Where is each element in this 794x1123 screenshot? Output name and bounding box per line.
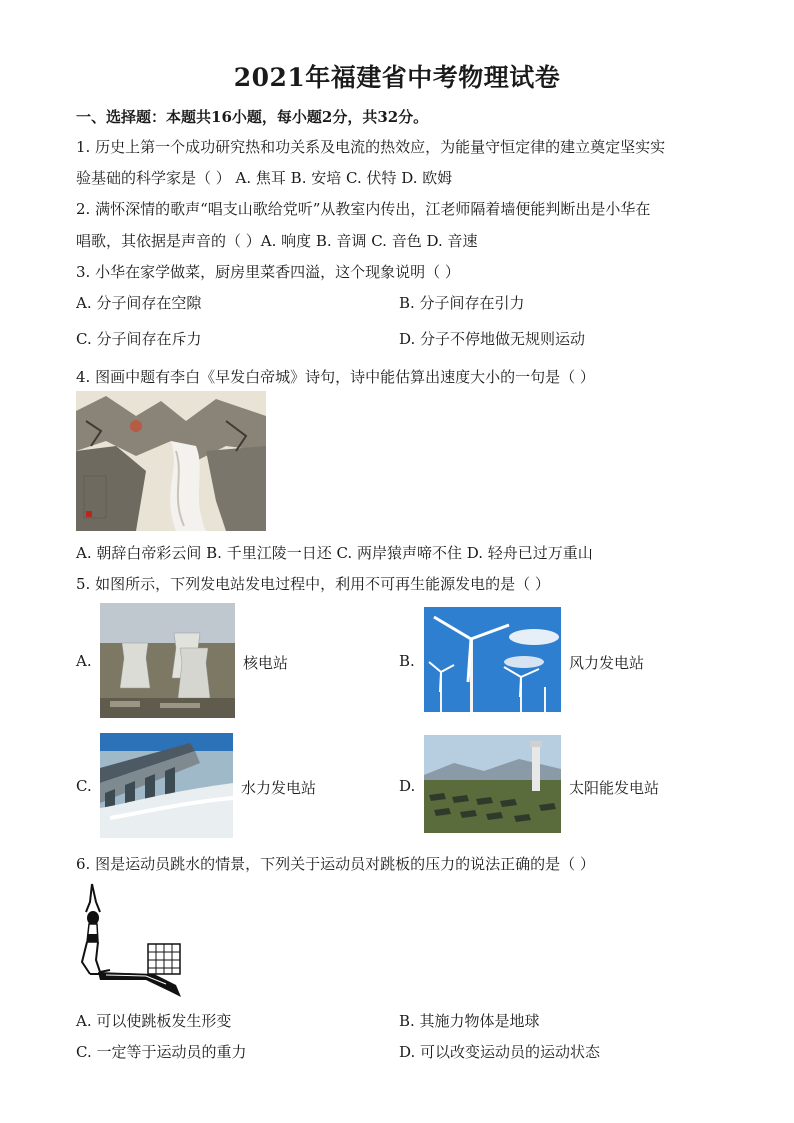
q6-option-d: D. 可以改变运动员的运动状态: [399, 1043, 601, 1061]
hydro-plant-image: [100, 733, 233, 838]
q5-stem: 5. 如图所示，下列发电站发电过程中，利用不可再生能源发电的是（ ）: [76, 575, 550, 593]
diving-illustration: [76, 882, 186, 1000]
q2-line2: 唱歌，其依据是声音的（ ）A. 响度 B. 音调 C. 音色 D. 音速: [76, 232, 478, 250]
q6-option-b: B. 其施力物体是地球: [399, 1012, 540, 1030]
page-title: 2021年福建省中考物理试卷: [233, 63, 561, 92]
q3-option-d: D. 分子不停地做无规则运动: [399, 330, 586, 348]
q5-option-b-letter: B.: [399, 652, 415, 670]
solar-plant-image: [424, 735, 561, 833]
q4-stem: 4. 图画中题有李白《早发白帝城》诗句，诗中能估算出速度大小的一句是（ ）: [76, 368, 595, 386]
landscape-painting-image: [76, 391, 266, 531]
q5-option-c-caption: 水力发电站: [241, 779, 317, 797]
q5-option-d-letter: D.: [399, 777, 416, 795]
q1-line1: 1. 历史上第一个成功研究热和功关系及电流的热效应，为能量守恒定律的建立奠定坚实实: [76, 138, 666, 156]
q6-option-a: A. 可以使跳板发生形变: [76, 1012, 232, 1030]
section-header: 一、选择题：本题共16小题，每小题2分，共32分。: [76, 108, 429, 126]
q3-option-c: C. 分子间存在斥力: [76, 330, 202, 348]
q3-stem: 3. 小华在家学做菜，厨房里菜香四溢，这个现象说明（ ）: [76, 263, 460, 281]
q6-stem: 6. 图是运动员跳水的情景，下列关于运动员对跳板的压力的说法正确的是（ ）: [76, 855, 595, 873]
q5-option-a-letter: A.: [76, 652, 92, 670]
nuclear-plant-image: [100, 603, 235, 718]
q1-line2: 验基础的科学家是（ ） A. 焦耳 B. 安培 C. 伏特 D. 欧姆: [76, 169, 453, 187]
q2-line1: 2. 满怀深情的歌声“唱支山歌给党听”从教室内传出，江老师隔着墙便能判断出是小华在: [76, 200, 651, 218]
q3-option-b: B. 分子间存在引力: [399, 294, 525, 312]
q5-option-a-caption: 核电站: [243, 654, 289, 672]
q3-option-a: A. 分子间存在空隙: [76, 294, 202, 312]
q5-option-c-letter: C.: [76, 777, 92, 795]
q5-option-d-caption: 太阳能发电站: [569, 779, 660, 797]
wind-farm-image: [424, 607, 561, 712]
q5-option-b-caption: 风力发电站: [569, 654, 645, 672]
q4-options: A. 朝辞白帝彩云间 B. 千里江陵一日还 C. 两岸猿声啼不住 D. 轻舟已过万重山: [76, 544, 593, 562]
q6-option-c: C. 一定等于运动员的重力: [76, 1043, 247, 1061]
